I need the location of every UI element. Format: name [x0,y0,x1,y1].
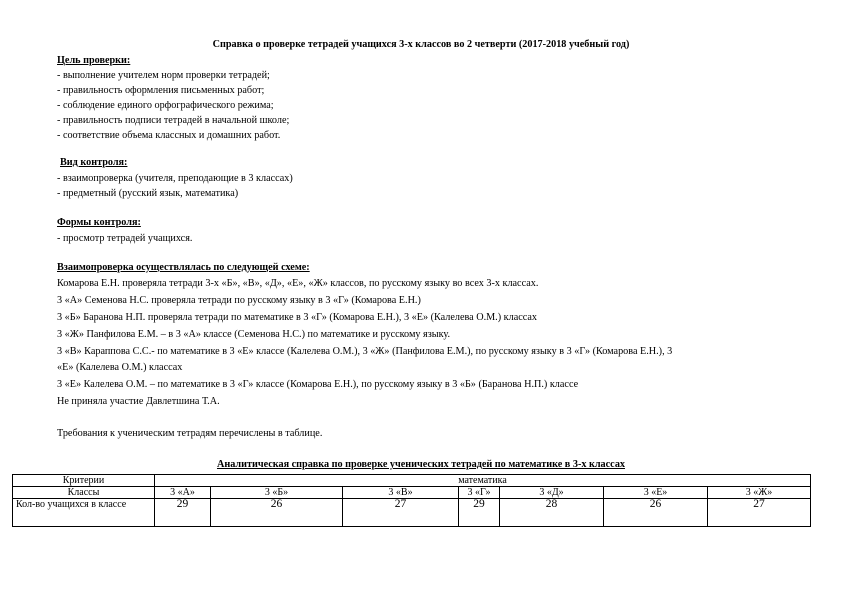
goal-item: - правильность оформления письменных работ; [57,85,265,96]
count-cell: 29 [155,499,211,527]
goal-heading: Цель проверки: [57,55,131,66]
count-cell: 28 [500,499,604,527]
document-title: Справка о проверке тетрадей учащихся 3-х классов во 2 четверти (2017-2018 учебный год) [212,39,630,50]
class-cell: 3 «А» [155,487,211,499]
count-cell: 29 [459,499,500,527]
class-cell: 3 «Г» [459,487,500,499]
table-caption: Аналитическая справка по проверке ученических тетрадей по математике в 3-х классах [216,459,626,470]
requirements-note: Требования к ученическим тетрадям перечислены в таблице. [57,428,323,439]
scheme-line: Комарова Е.Н. проверяла тетради 3-х «Б», «В», «Д», «Е», «Ж» классов, по русскому языку во всех 3-х классах. [57,278,539,289]
control-type-item: - взаимопроверка (учителя, преподающие в 3 классах) [57,173,293,184]
scheme-line: Не приняла участие Давлетшина Т.А. [57,396,220,407]
scheme-line: «Е» (Калелева О.М.) классах [57,362,183,373]
scheme-heading: Взаимопроверка осуществлялась по следующей схеме: [57,262,310,273]
scheme-line: 3 «В» Караппова С.С.- по математике в 3 «Е» классе (Калелева О.М.), 3 «Ж» (Панфилова Е.М.), по русскому языку в 3 «Г» (Комарова Е.Н.), 3 [57,346,673,357]
table-row [13,487,811,499]
goal-item: - выполнение учителем норм проверки тетрадей; [57,70,270,81]
class-cell: 3 «Е» [604,487,708,499]
classes-label: Классы [13,487,155,499]
class-cell: 3 «Б» [211,487,343,499]
count-cell: 26 [604,499,708,527]
class-cell: 3 «Д» [500,487,604,499]
class-cell: 3 «В» [343,487,459,499]
count-label: Кол-во учащихся в классе [13,499,155,527]
subject-header: математика [155,475,811,487]
goal-item: - соблюдение единого орфографического режима; [57,100,274,111]
goal-item: - соответствие объема классных и домашних работ. [57,130,281,141]
scheme-line: 3 «Ж» Панфилова Е.М. – в 3 «А» классе (Семенова Н.С.) по математике и русскому языку. [57,329,451,340]
count-cell: 27 [708,499,811,527]
count-cell: 26 [211,499,343,527]
class-cell: 3 «Ж» [708,487,811,499]
scheme-line: 3 «А» Семенова Н.С. проверяла тетради по русскому языку в 3 «Г» (Комарова Е.Н.) [57,295,421,306]
count-cell: 27 [343,499,459,527]
analysis-table [12,474,811,527]
control-type-item: - предметный (русский язык, математика) [57,188,239,199]
table-row [13,499,811,527]
control-type-heading: Вид контроля: [60,157,128,168]
goal-item: - правильность подписи тетрадей в начальной школе; [57,115,290,126]
table-row [13,475,811,487]
control-forms-heading: Формы контроля: [57,217,141,228]
control-forms-item: - просмотр тетрадей учащихся. [57,233,193,244]
criteria-header: Критерии [13,475,155,487]
scheme-line: 3 «Е» Калелева О.М. – по математике в 3 «Г» классе (Комарова Е.Н.), по русскому языку в 3 «Б» (Баранова Н.П.) классе [57,379,579,390]
scheme-line: 3 «Б» Баранова Н.П. проверяла тетради по математике в 3 «Г» (Комарова Е.Н.), 3 «Е» (Калелева О.М.) классах [57,312,537,323]
